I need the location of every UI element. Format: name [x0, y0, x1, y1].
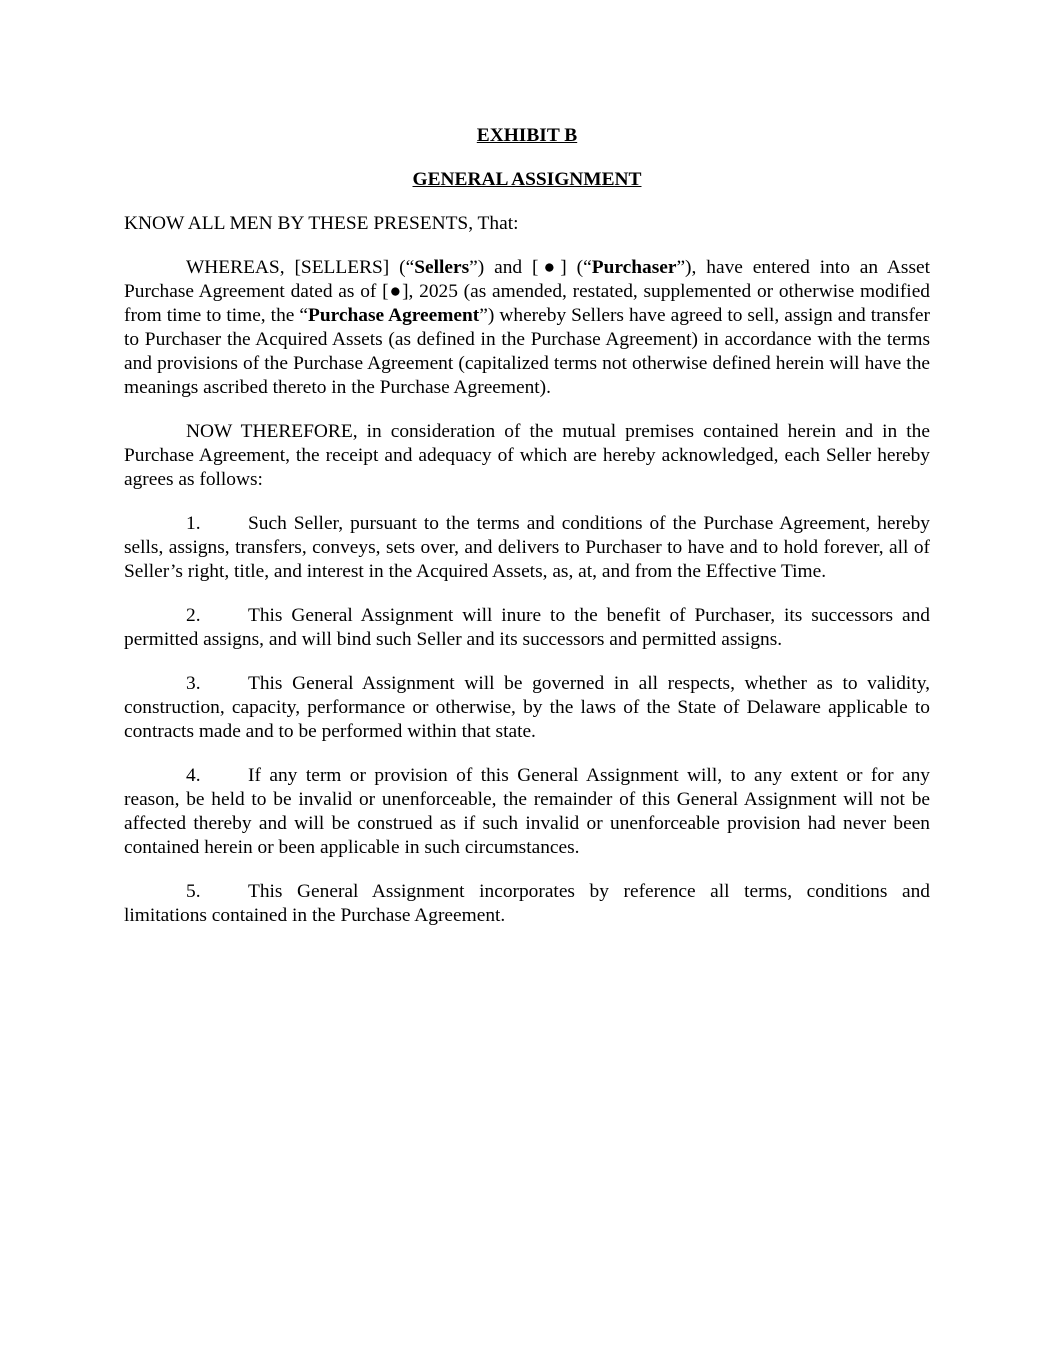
defined-term-sellers: Sellers [414, 257, 470, 278]
whereas-text-4: ”) whereby Sellers have agreed to sell, assign and transfer to Purchaser the Acquired Assets (as defined in the Purchase Agreement) in accordance with the terms and provisions of the Purchase Agreement (capitalized terms not otherwise defined herein will have the meanings ascribed thereto in the Purchase Agreement). [124, 305, 930, 398]
numbered-item-4 [124, 764, 930, 860]
document-title: GENERAL ASSIGNMENT [412, 169, 642, 190]
defined-term-purchaser: Purchaser [591, 257, 677, 278]
whereas-text-2: ”) and [●] (“ [469, 257, 592, 278]
item-number: 5. [186, 881, 201, 902]
numbered-item-5 [124, 880, 930, 928]
item-number: 2. [186, 605, 201, 626]
whereas-paragraph [124, 256, 930, 400]
item-text: This General Assignment incorporates by reference all terms, conditions and limitations contained in the Purchase Agreement. [124, 881, 930, 926]
document-page [124, 124, 930, 928]
numbered-item-3 [124, 672, 930, 744]
whereas-text-1: WHEREAS, [SELLERS] (“ [186, 257, 415, 278]
numbered-item-2 [124, 604, 930, 652]
now-therefore-paragraph: NOW THEREFORE, in consideration of the mutual premises contained herein and in the Purchase Agreement, the receipt and adequacy of which are hereby acknowledged, each Seller hereby agrees as follows: [124, 421, 930, 490]
item-number: 1. [186, 513, 201, 534]
defined-term-purchase-agreement: Purchase Agreement [308, 305, 480, 326]
item-text: This General Assignment will inure to the benefit of Purchaser, its successors and permitted assigns, and will bind such Seller and its successors and permitted assigns. [124, 605, 930, 650]
numbered-item-1 [124, 512, 930, 584]
item-text: Such Seller, pursuant to the terms and conditions of the Purchase Agreement, hereby sells, assigns, transfers, conveys, sets over, and delivers to Purchaser to have and to hold forever, all of Seller’s right, title, and interest in the Acquired Assets, as, at, and from the Effective Time. [124, 513, 930, 582]
intro-line: KNOW ALL MEN BY THESE PRESENTS, That: [124, 213, 519, 234]
item-number: 3. [186, 673, 201, 694]
item-number: 4. [186, 765, 201, 786]
item-text: If any term or provision of this General Assignment will, to any extent or for any reason, be held to be invalid or unenforceable, the remainder of this General Assignment will not be affected thereby and will be construed as if such invalid or unenforceable provision had never been contained herein or been applicable in such circumstances. [124, 765, 930, 858]
exhibit-heading: EXHIBIT B [476, 125, 578, 146]
item-text: This General Assignment will be governed in all respects, whether as to validity, construction, capacity, performance or otherwise, by the laws of the State of Delaware applicable to contracts made and to be performed within that state. [124, 673, 930, 742]
whereas-text-3: ”), have entered into an Asset Purchase Agreement dated as of [●], 2025 (as amended, restated, supplemented or otherwise modified from time to time, the “ [124, 257, 931, 326]
